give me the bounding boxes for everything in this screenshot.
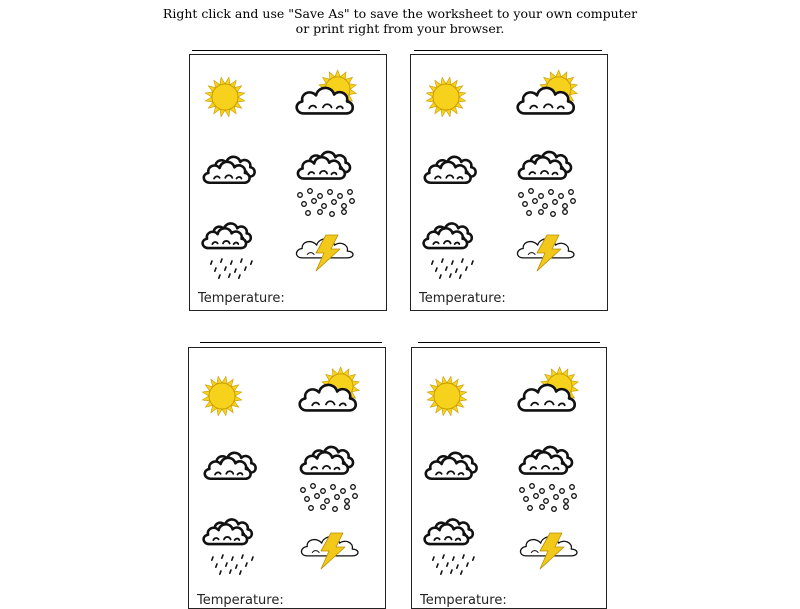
hail-icon bbox=[293, 440, 363, 512]
hail-icon bbox=[512, 440, 582, 512]
rain-icon bbox=[419, 217, 479, 275]
partly-cloudy-icon bbox=[293, 366, 363, 422]
temperature-label: Temperature: bbox=[419, 291, 506, 306]
partly-cloudy-icon bbox=[511, 69, 581, 125]
cloud-icon bbox=[198, 150, 258, 194]
sun-icon bbox=[197, 372, 247, 420]
rain-icon bbox=[199, 513, 259, 571]
worksheet-card-3 bbox=[188, 347, 386, 609]
temperature-label: Temperature: bbox=[197, 593, 284, 608]
rain-icon bbox=[420, 513, 480, 571]
temperature-label: Temperature: bbox=[198, 291, 285, 306]
thunderstorm-icon bbox=[290, 225, 362, 271]
sun-icon bbox=[421, 73, 471, 121]
card-top-rule bbox=[418, 342, 600, 343]
instructions bbox=[0, 6, 800, 36]
sun-icon bbox=[200, 73, 250, 121]
sun-icon bbox=[422, 372, 472, 420]
worksheet-card-4 bbox=[411, 347, 607, 609]
cloud-icon bbox=[420, 446, 480, 490]
thunderstorm-icon bbox=[295, 523, 367, 569]
hail-icon bbox=[290, 145, 360, 217]
hail-icon bbox=[511, 145, 581, 217]
partly-cloudy-icon bbox=[290, 69, 360, 125]
temperature-label: Temperature: bbox=[420, 593, 507, 608]
worksheet-card-1 bbox=[189, 54, 387, 311]
cloud-icon bbox=[199, 446, 259, 490]
instructions-line-2: or print right from your browser. bbox=[295, 21, 505, 36]
card-top-rule bbox=[200, 342, 382, 343]
cloud-icon bbox=[419, 150, 479, 194]
card-top-rule bbox=[192, 50, 380, 51]
thunderstorm-icon bbox=[514, 523, 586, 569]
thunderstorm-icon bbox=[511, 225, 583, 271]
worksheet-card-2 bbox=[410, 54, 608, 311]
rain-icon bbox=[198, 217, 258, 275]
instructions-line-1: Right click and use "Save As" to save the worksheet to your own computer bbox=[162, 6, 638, 21]
card-top-rule bbox=[414, 50, 602, 51]
partly-cloudy-icon bbox=[512, 366, 582, 422]
